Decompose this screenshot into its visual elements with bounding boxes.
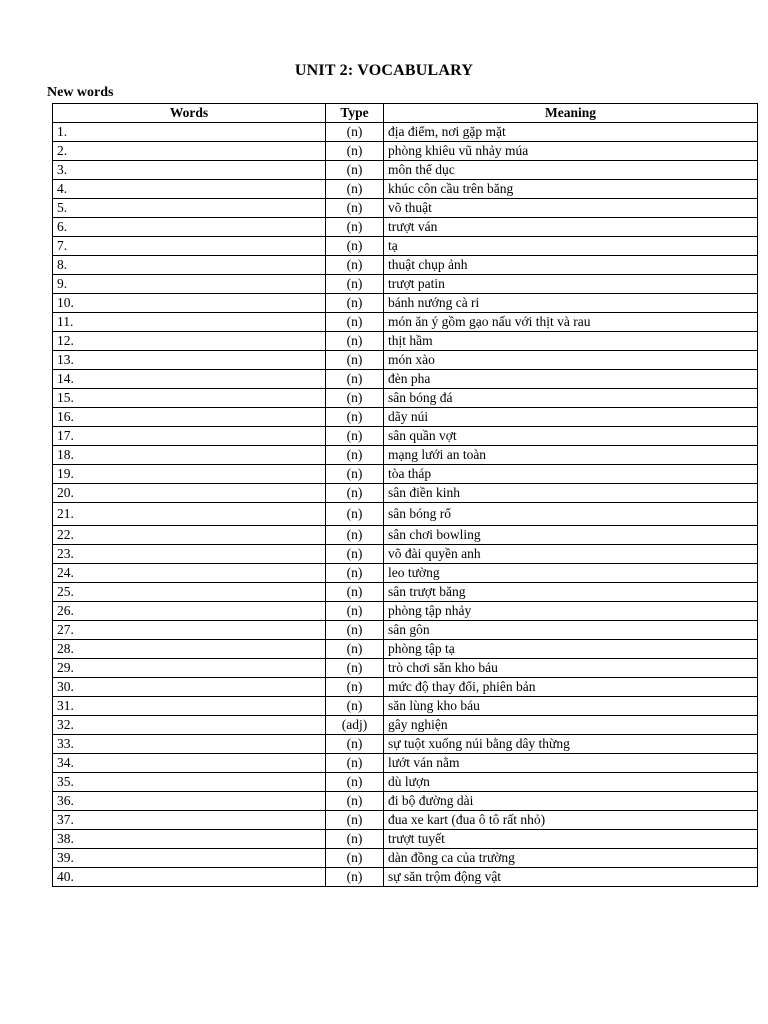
table-row bbox=[53, 465, 758, 484]
table-body bbox=[53, 123, 758, 887]
table-row bbox=[53, 773, 758, 792]
word-number-cell: 28. bbox=[53, 640, 326, 659]
word-number-cell: 1. bbox=[53, 123, 326, 142]
word-type-cell: (n) bbox=[326, 446, 384, 465]
word-type-cell: (n) bbox=[326, 484, 384, 503]
word-number-cell: 30. bbox=[53, 678, 326, 697]
table-header-row bbox=[53, 104, 758, 123]
word-meaning-cell: môn thể dục bbox=[384, 161, 758, 180]
table-row bbox=[53, 545, 758, 564]
word-number-cell: 31. bbox=[53, 697, 326, 716]
word-number-cell: 16. bbox=[53, 408, 326, 427]
word-meaning-cell: đua xe kart (đua ô tô rất nhỏ) bbox=[384, 811, 758, 830]
word-meaning-cell: sân chơi bowling bbox=[384, 526, 758, 545]
word-meaning-cell: dàn đồng ca của trường bbox=[384, 849, 758, 868]
word-meaning-cell: săn lùng kho báu bbox=[384, 697, 758, 716]
word-meaning-cell: sân quần vợt bbox=[384, 427, 758, 446]
word-number-cell: 22. bbox=[53, 526, 326, 545]
vocabulary-table bbox=[52, 103, 758, 887]
word-type-cell: (n) bbox=[326, 602, 384, 621]
word-number-cell: 7. bbox=[53, 237, 326, 256]
word-type-cell: (n) bbox=[326, 313, 384, 332]
word-meaning-cell: sân trượt băng bbox=[384, 583, 758, 602]
word-meaning-cell: võ thuật bbox=[384, 199, 758, 218]
table-row bbox=[53, 389, 758, 408]
document-title: UNIT 2: VOCABULARY bbox=[294, 62, 474, 79]
word-type-cell: (n) bbox=[326, 621, 384, 640]
word-type-cell: (n) bbox=[326, 199, 384, 218]
word-number-cell: 21. bbox=[53, 503, 326, 526]
word-type-cell: (n) bbox=[326, 849, 384, 868]
table-row bbox=[53, 678, 758, 697]
word-type-cell: (n) bbox=[326, 659, 384, 678]
table-row bbox=[53, 640, 758, 659]
word-meaning-cell: tạ bbox=[384, 237, 758, 256]
word-meaning-cell: đi bộ đường dài bbox=[384, 792, 758, 811]
table-row bbox=[53, 123, 758, 142]
word-meaning-cell: sân bóng rổ bbox=[384, 503, 758, 526]
word-meaning-cell: mạng lưới an toàn bbox=[384, 446, 758, 465]
word-number-cell: 13. bbox=[53, 351, 326, 370]
word-number-cell: 25. bbox=[53, 583, 326, 602]
word-number-cell: 8. bbox=[53, 256, 326, 275]
table-row bbox=[53, 332, 758, 351]
table-row bbox=[53, 716, 758, 735]
word-number-cell: 12. bbox=[53, 332, 326, 351]
table-row bbox=[53, 503, 758, 526]
word-meaning-cell: phòng tập tạ bbox=[384, 640, 758, 659]
table-row bbox=[53, 583, 758, 602]
word-type-cell: (n) bbox=[326, 237, 384, 256]
word-number-cell: 29. bbox=[53, 659, 326, 678]
word-type-cell: (n) bbox=[326, 503, 384, 526]
word-number-cell: 38. bbox=[53, 830, 326, 849]
section-heading: New words bbox=[47, 85, 114, 100]
word-number-cell: 14. bbox=[53, 370, 326, 389]
word-number-cell: 33. bbox=[53, 735, 326, 754]
word-number-cell: 18. bbox=[53, 446, 326, 465]
word-type-cell: (n) bbox=[326, 735, 384, 754]
word-meaning-cell: thuật chụp ảnh bbox=[384, 256, 758, 275]
table-row bbox=[53, 754, 758, 773]
word-number-cell: 20. bbox=[53, 484, 326, 503]
word-meaning-cell: trò chơi săn kho báu bbox=[384, 659, 758, 678]
table-row bbox=[53, 313, 758, 332]
table-row bbox=[53, 180, 758, 199]
word-number-cell: 37. bbox=[53, 811, 326, 830]
table-row bbox=[53, 868, 758, 887]
word-meaning-cell: leo tường bbox=[384, 564, 758, 583]
word-meaning-cell: dù lượn bbox=[384, 773, 758, 792]
word-meaning-cell: sân gôn bbox=[384, 621, 758, 640]
word-meaning-cell: mức độ thay đổi, phiên bản bbox=[384, 678, 758, 697]
table-row bbox=[53, 408, 758, 427]
table-row bbox=[53, 294, 758, 313]
table-row bbox=[53, 849, 758, 868]
word-meaning-cell: bánh nướng cà ri bbox=[384, 294, 758, 313]
word-type-cell: (n) bbox=[326, 218, 384, 237]
word-type-cell: (n) bbox=[326, 545, 384, 564]
word-meaning-cell: lướt ván nằm bbox=[384, 754, 758, 773]
word-meaning-cell: võ đài quyền anh bbox=[384, 545, 758, 564]
word-meaning-cell: dãy núi bbox=[384, 408, 758, 427]
table-row bbox=[53, 830, 758, 849]
table-row bbox=[53, 564, 758, 583]
word-type-cell: (n) bbox=[326, 389, 384, 408]
word-meaning-cell: trượt ván bbox=[384, 218, 758, 237]
word-type-cell: (n) bbox=[326, 370, 384, 389]
header-words: Words bbox=[53, 104, 326, 123]
word-type-cell: (n) bbox=[326, 830, 384, 849]
word-number-cell: 26. bbox=[53, 602, 326, 621]
word-type-cell: (n) bbox=[326, 640, 384, 659]
word-type-cell: (n) bbox=[326, 811, 384, 830]
word-meaning-cell: gây nghiện bbox=[384, 716, 758, 735]
word-type-cell: (n) bbox=[326, 351, 384, 370]
word-meaning-cell: món ăn ý gồm gạo nấu với thịt và rau bbox=[384, 313, 758, 332]
word-number-cell: 15. bbox=[53, 389, 326, 408]
word-meaning-cell: tòa tháp bbox=[384, 465, 758, 484]
word-number-cell: 39. bbox=[53, 849, 326, 868]
word-type-cell: (n) bbox=[326, 773, 384, 792]
word-meaning-cell: món xào bbox=[384, 351, 758, 370]
word-type-cell: (n) bbox=[326, 697, 384, 716]
word-type-cell: (n) bbox=[326, 294, 384, 313]
table-row bbox=[53, 427, 758, 446]
header-meaning: Meaning bbox=[384, 104, 758, 123]
word-type-cell: (n) bbox=[326, 408, 384, 427]
word-number-cell: 36. bbox=[53, 792, 326, 811]
table-row bbox=[53, 161, 758, 180]
word-type-cell: (n) bbox=[326, 583, 384, 602]
word-meaning-cell: phòng khiêu vũ nhảy múa bbox=[384, 142, 758, 161]
word-type-cell: (n) bbox=[326, 123, 384, 142]
word-number-cell: 35. bbox=[53, 773, 326, 792]
word-type-cell: (n) bbox=[326, 526, 384, 545]
word-number-cell: 2. bbox=[53, 142, 326, 161]
table-row bbox=[53, 602, 758, 621]
word-number-cell: 23. bbox=[53, 545, 326, 564]
word-meaning-cell: sự săn trộm động vật bbox=[384, 868, 758, 887]
word-meaning-cell: đèn pha bbox=[384, 370, 758, 389]
table-row bbox=[53, 351, 758, 370]
word-number-cell: 10. bbox=[53, 294, 326, 313]
header-type: Type bbox=[326, 104, 384, 123]
word-number-cell: 6. bbox=[53, 218, 326, 237]
word-type-cell: (n) bbox=[326, 792, 384, 811]
word-number-cell: 24. bbox=[53, 564, 326, 583]
word-meaning-cell: địa điểm, nơi gặp mặt bbox=[384, 123, 758, 142]
word-number-cell: 3. bbox=[53, 161, 326, 180]
table-row bbox=[53, 697, 758, 716]
table-row bbox=[53, 484, 758, 503]
table-row bbox=[53, 446, 758, 465]
word-type-cell: (n) bbox=[326, 868, 384, 887]
word-type-cell: (n) bbox=[326, 142, 384, 161]
word-meaning-cell: sân bóng đá bbox=[384, 389, 758, 408]
table-row bbox=[53, 218, 758, 237]
table-row bbox=[53, 811, 758, 830]
word-type-cell: (adj) bbox=[326, 716, 384, 735]
word-meaning-cell: phòng tập nhảy bbox=[384, 602, 758, 621]
table-row bbox=[53, 275, 758, 294]
word-meaning-cell: trượt tuyết bbox=[384, 830, 758, 849]
table-row bbox=[53, 256, 758, 275]
word-number-cell: 5. bbox=[53, 199, 326, 218]
word-type-cell: (n) bbox=[326, 256, 384, 275]
table-row bbox=[53, 142, 758, 161]
word-number-cell: 4. bbox=[53, 180, 326, 199]
word-number-cell: 32. bbox=[53, 716, 326, 735]
table-row bbox=[53, 237, 758, 256]
table-row bbox=[53, 199, 758, 218]
word-number-cell: 17. bbox=[53, 427, 326, 446]
word-type-cell: (n) bbox=[326, 275, 384, 294]
word-number-cell: 34. bbox=[53, 754, 326, 773]
word-meaning-cell: sân điền kinh bbox=[384, 484, 758, 503]
word-type-cell: (n) bbox=[326, 564, 384, 583]
word-meaning-cell: trượt patin bbox=[384, 275, 758, 294]
word-meaning-cell: khúc côn cầu trên băng bbox=[384, 180, 758, 199]
table-row bbox=[53, 792, 758, 811]
word-type-cell: (n) bbox=[326, 427, 384, 446]
word-type-cell: (n) bbox=[326, 180, 384, 199]
table-row bbox=[53, 659, 758, 678]
word-type-cell: (n) bbox=[326, 678, 384, 697]
word-meaning-cell: sự tuột xuống núi bằng dây thừng bbox=[384, 735, 758, 754]
table-row bbox=[53, 735, 758, 754]
table-row bbox=[53, 526, 758, 545]
word-number-cell: 19. bbox=[53, 465, 326, 484]
word-type-cell: (n) bbox=[326, 754, 384, 773]
word-number-cell: 40. bbox=[53, 868, 326, 887]
table-row bbox=[53, 621, 758, 640]
word-type-cell: (n) bbox=[326, 332, 384, 351]
word-meaning-cell: thịt hầm bbox=[384, 332, 758, 351]
table-row bbox=[53, 370, 758, 389]
word-type-cell: (n) bbox=[326, 465, 384, 484]
word-number-cell: 11. bbox=[53, 313, 326, 332]
word-number-cell: 27. bbox=[53, 621, 326, 640]
word-type-cell: (n) bbox=[326, 161, 384, 180]
word-number-cell: 9. bbox=[53, 275, 326, 294]
